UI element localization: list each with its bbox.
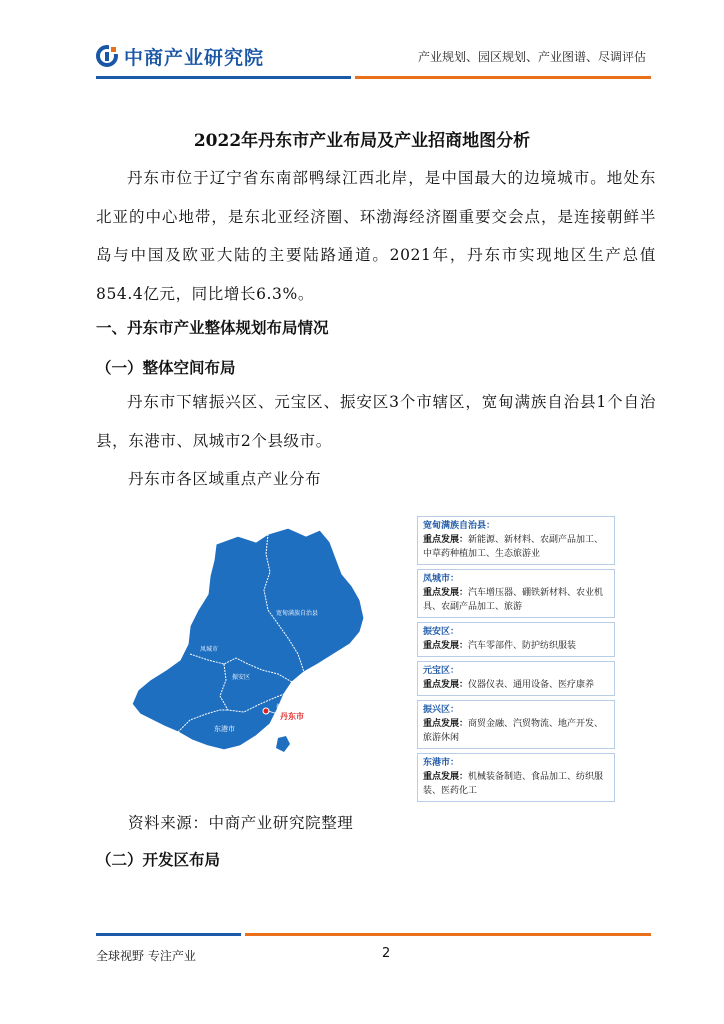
- figure-caption: 丹东市各区域重点产业分布: [128, 470, 322, 488]
- dandong-map: [128, 514, 418, 770]
- card-text: 汽车零部件、防护纺织服装: [468, 641, 577, 651]
- card-title: 凤城市：: [423, 574, 460, 584]
- map-region-outline: [132, 528, 364, 750]
- card-label: 重点发展：: [423, 641, 469, 651]
- footer-divider-blue: [96, 933, 241, 936]
- industry-card-kuandian: [417, 516, 615, 565]
- header-divider-orange: [355, 76, 651, 79]
- card-body: [423, 639, 609, 653]
- industry-card-fengcheng: [417, 569, 615, 618]
- districts-paragraph: 丹东市下辖振兴区、元宝区、振安区3个市辖区，宽甸满族自治县1个自治县，东港市、凤城市2个县级市。: [96, 393, 656, 450]
- industry-card-yuanbao: [417, 661, 615, 696]
- card-label: 重点发展：: [423, 680, 469, 690]
- footer-slogan: 全球视野 专注产业: [96, 949, 196, 963]
- card-label: 重点发展：: [423, 535, 469, 545]
- card-title: 振兴区：: [423, 705, 460, 715]
- card-body: [423, 586, 609, 614]
- page-header: [0, 0, 724, 90]
- document-title: 2022年丹东市产业布局及产业招商地图分析: [193, 131, 531, 151]
- card-label: 重点发展：: [423, 588, 469, 598]
- industry-card-zhenan: [417, 622, 615, 657]
- card-text: 商贸金融、汽贸物流、地产开发、旅游休闲: [423, 719, 604, 743]
- company-logo: [96, 42, 264, 70]
- page-number: 2: [382, 946, 391, 961]
- subsection-heading-spatial-layout: （一）整体空间布局: [96, 359, 236, 377]
- card-body: [423, 717, 609, 745]
- header-tagline: 产业规划、园区规划、产业图谱、尽调评估: [417, 50, 646, 64]
- footer-divider-orange: [245, 933, 651, 936]
- card-label: 重点发展：: [423, 719, 469, 729]
- map-label-zhenxing: 振兴区: [276, 704, 295, 711]
- card-title: 元宝区：: [423, 666, 460, 676]
- map-label-donggang: 东港市: [214, 725, 235, 733]
- card-text: 机械装备制造、食品加工、纺织服装、医药化工: [423, 772, 604, 796]
- card-text: 新能源、新材料、农副产品加工、中草药种植加工、生态旅游业: [423, 535, 604, 559]
- card-title: 宽甸满族自治县：: [423, 521, 496, 531]
- card-body: [423, 770, 609, 798]
- card-label: 重点发展：: [423, 772, 469, 782]
- industry-cards: [417, 516, 615, 806]
- map-label-zhenan: 振安区: [232, 674, 251, 681]
- subsection-heading-development-zones: （二）开发区布局: [96, 851, 221, 869]
- intro-paragraph: 丹东市位于辽宁省东南部鸭绿江西北岸，是中国最大的边境城市。地处东北亚的中心地带，是东北亚经济圈、环渤海经济圈重要交会点，是连接朝鲜半岛与中国及欧亚大陆的主要陆路通道。2021年，丹东市实现地区生产总值854.4亿元，同比增长6.3%。: [96, 169, 656, 303]
- section-heading: 一、丹东市产业整体规划布局情况: [96, 319, 329, 337]
- card-text: 仪器仪表、通用设备、医疗康养: [468, 680, 595, 690]
- logo-mark-icon: [96, 45, 118, 67]
- card-body: [423, 533, 609, 561]
- industry-card-zhenxing: [417, 700, 615, 749]
- map-label-fengcheng: 凤城市: [200, 646, 219, 653]
- logo-text: 中商产业研究院: [124, 46, 265, 69]
- industry-card-donggang: [417, 753, 615, 802]
- card-text: 汽车增压器、硼铁新材料、农业机具、农副产品加工、旅游: [423, 588, 604, 612]
- figure-source: 资料来源：中商产业研究院整理: [128, 814, 354, 832]
- card-title: 振安区：: [423, 627, 460, 637]
- card-body: [423, 678, 609, 692]
- card-title: 东港市：: [423, 758, 460, 768]
- header-divider-blue: [96, 76, 351, 79]
- map-label-dandong: 丹东市: [280, 712, 304, 721]
- map-label-kuandian: 宽甸满族自治县: [276, 610, 319, 617]
- map-island: [276, 736, 290, 752]
